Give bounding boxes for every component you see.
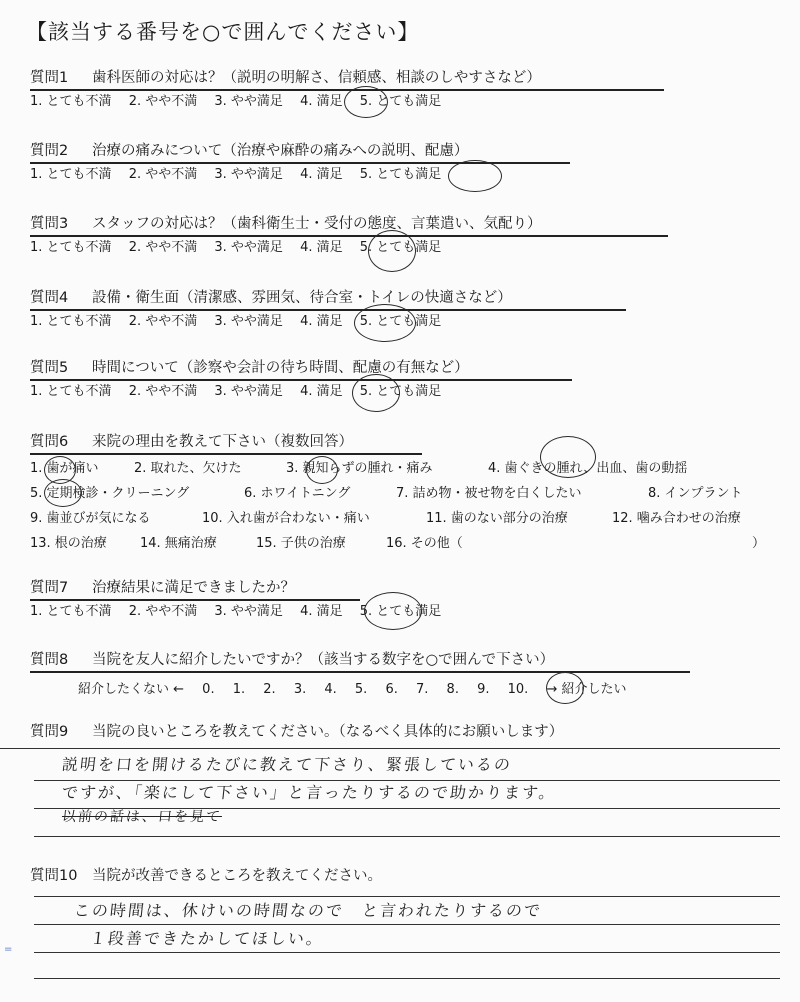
- scale-2[interactable]: 2.: [263, 682, 276, 697]
- scale-4[interactable]: 4.: [324, 682, 337, 697]
- option-5[interactable]: 5. とても満足: [359, 314, 442, 329]
- question-text: 当院を友人に紹介したいですか？（該当する数字を○で囲んで下さい）: [92, 652, 555, 668]
- other-close-paren: ）: [752, 536, 766, 551]
- reason-option-16[interactable]: 16. その他（: [386, 536, 463, 551]
- option-3[interactable]: 3. やや満足: [214, 240, 283, 255]
- option-3[interactable]: 3. やや満足: [214, 314, 283, 329]
- underline: [30, 162, 570, 164]
- answer-rule: [34, 978, 780, 979]
- underline: [30, 235, 668, 237]
- question-text: 当院が改善できるところを教えてください。: [92, 868, 382, 884]
- option-4[interactable]: 4. 満足: [300, 604, 343, 619]
- question-number: 質問1: [30, 70, 69, 86]
- question-number: 質問4: [30, 290, 69, 306]
- rating-options: [30, 165, 710, 185]
- option-2[interactable]: 2. やや不満: [128, 240, 198, 255]
- option-1[interactable]: 1. とても不満: [30, 604, 112, 619]
- question-number: 質問7: [30, 580, 69, 596]
- reason-option-15[interactable]: 15. 子供の治療: [256, 536, 346, 551]
- question-number: 質問3: [30, 216, 69, 232]
- question-7: [30, 578, 710, 622]
- underline: [30, 309, 626, 311]
- rating-options: [30, 92, 710, 112]
- option-1[interactable]: 1. とても不満: [30, 167, 112, 182]
- question-10: [30, 866, 710, 886]
- reason-option-6[interactable]: 6. ホワイトニング: [244, 486, 351, 501]
- handwritten-answer-line: 説明を口を開けるたびに教えて下さり、緊張しているの: [60, 755, 513, 774]
- question-3: [30, 214, 710, 258]
- handwritten-answer-line: ですが、「楽にして下さい」と言ったりするので助かります。: [60, 783, 558, 802]
- question-number: 質問10: [30, 868, 78, 884]
- rating-options: [30, 602, 710, 622]
- reason-option-10[interactable]: 10. 入れ歯が合わない・痛い: [202, 511, 370, 526]
- underline: [30, 453, 422, 455]
- reason-option-13[interactable]: 13. 根の治療: [30, 536, 107, 551]
- scale-left-label: 紹介したくない ←: [78, 682, 185, 697]
- question-text: 治療結果に満足できましたか？: [92, 580, 295, 596]
- question-9: [30, 722, 710, 742]
- option-2[interactable]: 2. やや不満: [128, 314, 198, 329]
- scale-right-label: → 紹介したい: [546, 682, 627, 697]
- rating-options: [30, 238, 710, 258]
- answer-rule: [0, 748, 780, 749]
- rating-options: [30, 312, 710, 332]
- reason-option-1[interactable]: 1. 歯が痛い: [30, 461, 99, 476]
- reason-option-3[interactable]: 3. 親知らずの腫れ・痛み: [286, 461, 433, 476]
- option-2[interactable]: 2. やや不満: [128, 384, 198, 399]
- reason-option-12[interactable]: 12. 噛み合わせの治療: [612, 511, 741, 526]
- option-2[interactable]: 2. やや不満: [128, 167, 198, 182]
- scale-7[interactable]: 7.: [416, 682, 429, 697]
- scale-6[interactable]: 6.: [385, 682, 398, 697]
- reason-option-2[interactable]: 2. 取れた、欠けた: [134, 461, 242, 476]
- question-2: [30, 141, 710, 185]
- question-number: 質問5: [30, 360, 69, 376]
- question-text: 設備・衛生面（清潔感、雰囲気、待合室・トイレの快適さなど）: [92, 290, 512, 306]
- scale-1[interactable]: 1.: [232, 682, 246, 697]
- question-text: 歯科医師の対応は？（説明の明解さ、信頼感、相談のしやすさなど）: [92, 70, 541, 86]
- handwritten-answer-line: １段善できたかしてほしい。: [88, 929, 325, 948]
- option-1[interactable]: 1. とても不満: [30, 384, 112, 399]
- edge-mark: =: [4, 944, 13, 955]
- reason-options: [30, 456, 790, 556]
- question-5: [30, 358, 710, 402]
- question-4: [30, 288, 710, 332]
- option-2[interactable]: 2. やや不満: [128, 604, 198, 619]
- option-4[interactable]: 4. 満足: [300, 314, 343, 329]
- option-3[interactable]: 3. やや満足: [214, 384, 283, 399]
- underline: [30, 379, 572, 381]
- option-4[interactable]: 4. 満足: [300, 384, 343, 399]
- question-number: 質問2: [30, 143, 69, 159]
- reason-option-5[interactable]: 5. 定期検診・クリーニング: [30, 486, 190, 501]
- scale-9[interactable]: 9.: [477, 682, 490, 697]
- question-number: 質問8: [30, 652, 69, 668]
- reason-option-9[interactable]: 9. 歯並びが気になる: [30, 511, 151, 526]
- scale-3[interactable]: 3.: [293, 682, 307, 697]
- answer-rule: [34, 896, 780, 897]
- struck-through-text: 以前の話は、口を見て: [61, 809, 223, 825]
- option-4[interactable]: 4. 満足: [300, 94, 343, 109]
- question-1: [30, 68, 710, 112]
- option-3[interactable]: 3. やや満足: [214, 94, 283, 109]
- question-text: 治療の痛みについて（治療や麻酔の痛みへの説明、配慮）: [92, 143, 469, 159]
- answer-rule: [34, 924, 780, 925]
- scale-10[interactable]: 10.: [507, 682, 529, 697]
- option-3[interactable]: 3. やや満足: [214, 167, 283, 182]
- question-text: 来院の理由を教えて下さい（複数回答）: [92, 434, 353, 450]
- rating-options: [30, 382, 710, 402]
- option-1[interactable]: 1. とても不満: [30, 314, 112, 329]
- reason-option-8[interactable]: 8. インプラント: [648, 486, 743, 501]
- reason-option-14[interactable]: 14. 無痛治療: [140, 536, 217, 551]
- underline: [30, 671, 690, 673]
- option-5[interactable]: 5. とても満足: [359, 167, 442, 182]
- reason-option-11[interactable]: 11. 歯のない部分の治療: [426, 511, 568, 526]
- reason-option-7[interactable]: 7. 詰め物・被せ物を白くしたい: [396, 486, 582, 501]
- reason-option-4[interactable]: 4. 歯ぐきの腫れ、出血、歯の動揺: [488, 461, 688, 476]
- page-title: 【該当する番号を○で囲んでください】: [26, 20, 420, 44]
- option-5[interactable]: 5. とても満足: [359, 384, 442, 399]
- handwritten-answer-line: この時間は、休けいの時間なので と言われたりするので: [72, 901, 543, 920]
- option-1[interactable]: 1. とても不満: [30, 94, 112, 109]
- question-text: 時間について（診察や会計の待ち時間、配慮の有無など）: [92, 360, 469, 376]
- question-text: 当院の良いところを教えてください。（なるべく具体的にお願いします）: [92, 724, 564, 740]
- question-8: [30, 650, 710, 670]
- option-5[interactable]: 5. とても満足: [359, 240, 442, 255]
- recommend-scale: [78, 678, 641, 697]
- option-5[interactable]: 5. とても満足: [359, 604, 442, 619]
- option-3[interactable]: 3. やや満足: [214, 604, 283, 619]
- question-number: 質問6: [30, 434, 69, 450]
- option-2[interactable]: 2. やや不満: [128, 94, 198, 109]
- question-number: 質問9: [30, 724, 69, 740]
- answer-rule: [34, 836, 780, 837]
- option-4[interactable]: 4. 満足: [300, 240, 343, 255]
- option-1[interactable]: 1. とても不満: [30, 240, 112, 255]
- answer-rule: [34, 952, 780, 953]
- scale-5[interactable]: 5.: [354, 682, 368, 697]
- underline: [30, 89, 664, 91]
- underline: [30, 599, 360, 601]
- question-text: スタッフの対応は？（歯科衛生士・受付の態度、言葉遣い、気配り）: [92, 216, 542, 232]
- scale-8[interactable]: 8.: [446, 682, 459, 697]
- question-6: [30, 432, 790, 556]
- scale-0[interactable]: 0.: [202, 682, 215, 697]
- option-5[interactable]: 5. とても満足: [359, 94, 442, 109]
- option-4[interactable]: 4. 満足: [300, 167, 343, 182]
